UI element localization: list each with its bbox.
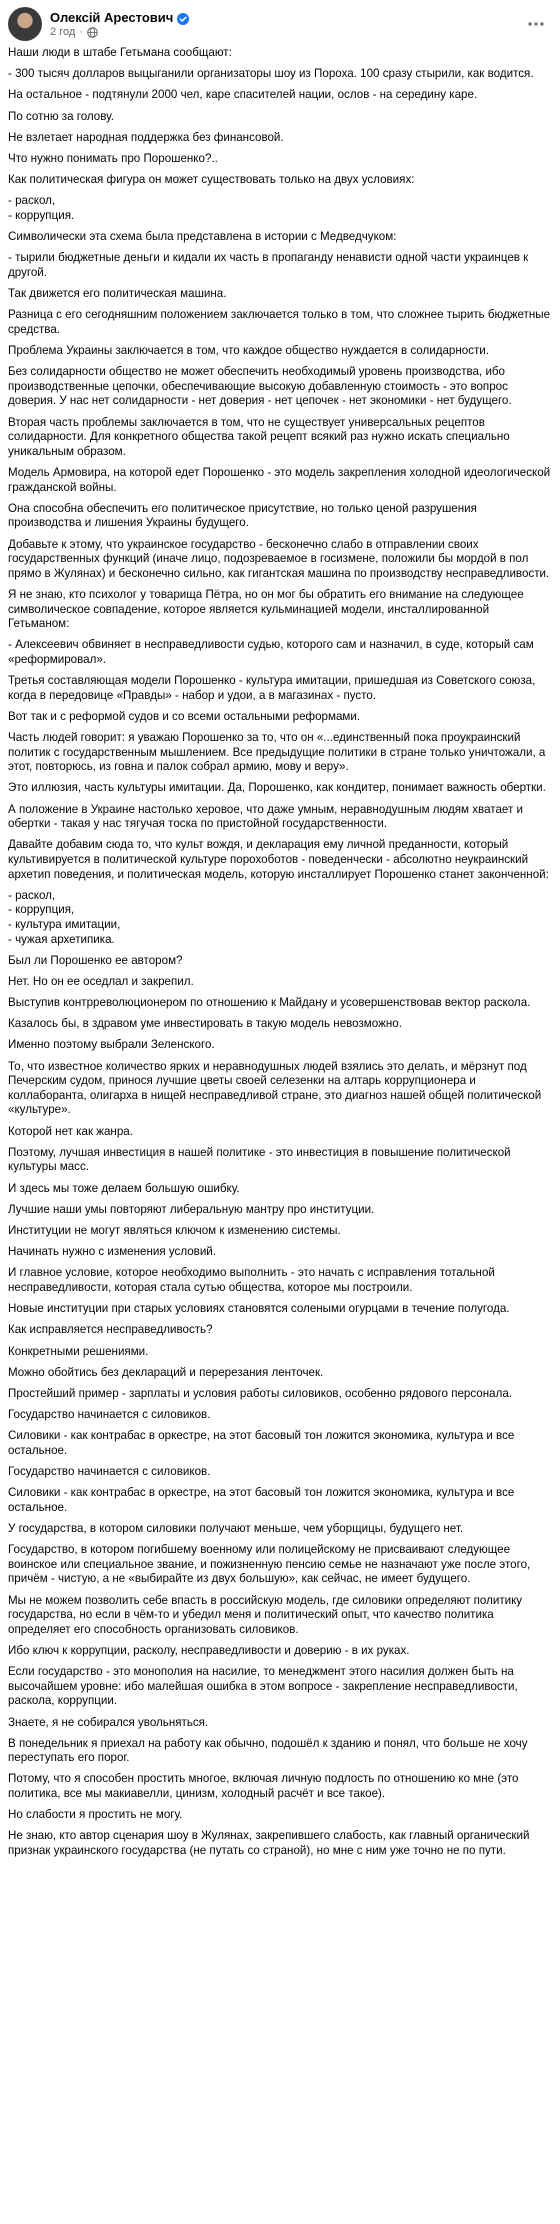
post-paragraph: Что нужно понимать про Порошенко?.. bbox=[8, 151, 218, 165]
post-paragraph: Проблема Украины заключается в том, что каждое общество нуждается в солидарности. bbox=[8, 344, 490, 358]
post-paragraph: Это иллюзия, часть культуры имитации. Да, Порошенко, как кондитер, понимает важность обертки. bbox=[8, 781, 546, 795]
post-paragraph: Не взлетает народная поддержка без финансовой. bbox=[8, 130, 284, 144]
post-paragraph: Институции не могут являться ключом к изменению системы. bbox=[8, 1223, 341, 1237]
post-paragraph: - тырили бюджетные деньги и кидали их часть в пропаганду ненависти одной части украинцев к другой. bbox=[8, 251, 529, 279]
post-paragraph: - Алексеевич обвиняет в несправедливости судью, которого сам и назначил, в суде, который сам «реформировал». bbox=[8, 638, 534, 666]
post-paragraph: Лучшие наши умы повторяют либеральную мантру про институции. bbox=[8, 1202, 375, 1216]
post-paragraph: Давайте добавим сюда то, что культ вождя, и декларация ему личной преданности, который культивируется в политической культуре порохоботов - поведенчески - абсолютно неукраинский архетип поведения, и политическая модель, которую инсталлирует Порошенко станет законченной: bbox=[8, 838, 549, 881]
post-paragraph: Ибо ключ к коррупции, расколу, несправедливости и доверию - в их руках. bbox=[8, 1643, 410, 1657]
post-body bbox=[8, 46, 552, 1859]
more-options-icon[interactable] bbox=[522, 10, 550, 38]
post-paragraph: Государство, в котором погибшему военному или полицейскому не присваивают следующее воинское или специальное звание, и пожизненную пенсию семье не назначают уже после этого, причём - чистую, а не «выбирайте из двух большую», как сейчас, не имеет будущего. bbox=[8, 1543, 531, 1586]
post-paragraph: Силовики - как контрабас в оркестре, на этот басовый тон ложится экономика, культура и все остальное. bbox=[8, 1486, 515, 1514]
author-name[interactable]: Олексій Арестович bbox=[50, 10, 174, 25]
post-paragraph: Как политическая фигура он может существовать только на двух условиях: bbox=[8, 173, 415, 187]
post-paragraph: Без солидарности общество не может обеспечить необходимый уровень производства, ибо производственные цепочки, обеспечивающие высокую добавленную стоимость - это вопрос доверия. У нас нет солидарности - нет доверия - нет цепочек - нет экономики - нет будущего. bbox=[8, 365, 512, 408]
post-paragraph: Поэтому, лучшая инвестиция в нашей политике - это инвестиция в повышение политической культуры масс. bbox=[8, 1145, 511, 1174]
post-paragraph: Добавьте к этому, что украинское государство - бесконечно слабо в отправлении своих государственных функций (иначе лицо, подозреваемое в госизмене, положили бы мордой в пол прямо в Жулянах) и бесконечно сильно, как гигантская машина по производству несправедливости. bbox=[8, 537, 550, 580]
author-line bbox=[50, 10, 522, 25]
post-paragraph: Вот так и с реформой судов и со всеми остальными реформами. bbox=[8, 709, 361, 723]
post-paragraph: Казалось бы, в здравом уме инвестировать в такую модель невозможно. bbox=[8, 1017, 402, 1031]
post-paragraph: Конкретными решениями. bbox=[8, 1344, 149, 1358]
post-paragraph: У государства, в котором силовики получают меньше, чем уборщицы, будущего нет. bbox=[8, 1522, 464, 1535]
post-paragraph: А положение в Украине настолько херовое, что даже умным, неравнодушным людям хватает и обертки - такая у нас тягучая тоска по пристойной государственности. bbox=[8, 802, 523, 831]
post-paragraph: - раскол, - коррупция, - культура имитации, - чужая архетипика. bbox=[8, 888, 121, 946]
post-paragraph: И главное условие, которое необходимо выполнить - это начать с исправления тотальной несправедливости, которая стала сутью общества, которое мы построили. bbox=[8, 1266, 495, 1294]
post-paragraph: Модель Армовира, на которой едет Порошенко - это модель закрепления холодной идеологической гражданской войны. bbox=[8, 465, 551, 494]
post-paragraph: Государство начинается с силовиков. bbox=[8, 1408, 211, 1422]
post-paragraph: Если государство - это монополия на насилие, то менеджмент этого насилия должен быть на высочайшем уровне: ибо малейшая ошибка в этом вопросе - закрепление несправедливости, раскола, коррупции. bbox=[8, 1665, 518, 1708]
post-paragraph: Третья составляющая модели Порошенко - культура имитации, пришедшая из Советского союза, когда в передовице «Правды» - набор и удои, а в магазинах - пусто. bbox=[8, 674, 536, 702]
post-paragraph: Символически эта схема была представлена в истории с Медведчуком: bbox=[8, 230, 397, 244]
post-paragraph: Потому, что я способен простить многое, включая личную подлость по отношению ко мне (это политика, все мы макиавелли, цинизм, холодный расчёт и все такое). bbox=[8, 1772, 519, 1801]
post-paragraph: По сотню за голову. bbox=[8, 109, 115, 123]
author-block bbox=[50, 10, 522, 38]
post-paragraph: Вторая часть проблемы заключается в том, что не существует универсальных рецептов солидарности. Для конкретного общества такой рецепт всякий раз нужно искать специально уникальным образом. bbox=[8, 415, 510, 458]
author-avatar[interactable] bbox=[8, 7, 42, 41]
post-paragraph: Знаете, я не собирался увольняться. bbox=[8, 1715, 209, 1729]
post-paragraph: Новые институции при старых условиях становятся солеными огурцами в течение полугода. bbox=[8, 1302, 510, 1316]
post-paragraph: Начинать нужно с изменения условий. bbox=[8, 1245, 217, 1259]
post-paragraph: Не знаю, кто автор сценария шоу в Жулянах, закрепившего слабость, как главный органический признак украинского государства (не путать со страной), но мне с ним уже точно не по пути. bbox=[8, 1829, 530, 1858]
globe-icon[interactable] bbox=[87, 27, 98, 38]
post-paragraph: На остальное - подтянули 2000 чел, каре спасителей нации, ослов - на середину каре. bbox=[8, 88, 478, 102]
meta-separator: · bbox=[79, 26, 83, 38]
post-meta bbox=[50, 26, 522, 38]
post-paragraph: То, что известное количество ярких и неравнодушных людей взялись это делать, и мёрзнут под Печерским судом, принося лучшие цветы своей селезенки на алтарь коррупционера и коллаборанта, олигарха в нищей несправедливой стране, это диагноз нашей общей политической «культуре». bbox=[8, 1059, 542, 1117]
post-paragraph: Мы не можем позволить себе впасть в российскую модель, где силовики определяют политику государства, но если в чём-то и убедил меня и политический опыт, что качество политика определяет его способность организовать силовиков. bbox=[8, 1593, 523, 1636]
post-paragraph: Именно поэтому выбрали Зеленского. bbox=[8, 1038, 215, 1052]
post-paragraph: Часть людей говорит: я уважаю Порошенко за то, что он «...единственный пока проукраинский политик с государственным мышлением. Все предыдущие политики в стране только уничтожали, а этот, повторюсь, из говна и палок собрал армию, мову и веру». bbox=[8, 731, 546, 774]
post-paragraph: Можно обойтись без деклараций и перерезания ленточек. bbox=[8, 1365, 324, 1379]
post-paragraph: Силовики - как контрабас в оркестре, на этот басовый тон ложится экономика, культура и все остальное. bbox=[8, 1429, 515, 1457]
post-paragraph: Я не знаю, кто психолог у товарища Пётра, но он мог бы обратить его внимание на следующее символическое совпадение, которое является кульминацией модели, инсталлированной Гетьманом: bbox=[8, 587, 524, 631]
post-paragraph: Но слабости я простить не могу. bbox=[8, 1808, 183, 1822]
post-paragraph: - раскол, - коррупция. bbox=[8, 194, 75, 222]
post-paragraph: Она способна обеспечить его политическое присутствие, но только ценой разрушения производства и лишения Украины будущего. bbox=[8, 501, 477, 530]
post-paragraph: Нет. Но он ее оседлал и закрепил. bbox=[8, 974, 194, 988]
post-paragraph: Наши люди в штабе Гетьмана сообщают: bbox=[8, 46, 232, 59]
post-paragraph: Выступив контрреволюционером по отношению к Майдану и усовершенствовав вектор раскола. bbox=[8, 996, 531, 1010]
post-paragraph: Разница с его сегодняшним положением заключается только в том, что сложнее тырить бюджетные средства. bbox=[8, 308, 551, 336]
post-header bbox=[8, 4, 552, 44]
post-paragraph: - 300 тысяч долларов выцыганили организаторы шоу из Пороха. 100 сразу стырили, как водится. bbox=[8, 67, 534, 81]
post-paragraph: Которой нет как жанра. bbox=[8, 1124, 133, 1138]
post-paragraph: Так движется его политическая машина. bbox=[8, 287, 227, 301]
post-timestamp[interactable]: 2 год bbox=[50, 26, 76, 38]
post-paragraph: Простейший пример - зарплаты и условия работы силовиков, особенно рядового персонала. bbox=[8, 1386, 513, 1400]
post-paragraph: Был ли Порошенко ее автором? bbox=[8, 953, 183, 967]
post-paragraph: Как исправляется несправедливость? bbox=[8, 1323, 213, 1337]
verified-badge-icon bbox=[177, 12, 189, 24]
post-paragraph: И здесь мы тоже делаем большую ошибку. bbox=[8, 1181, 240, 1195]
post-paragraph: В понедельник я приехал на работу как обычно, подошёл к зданию и понял, что больше не хочу переступать его порог. bbox=[8, 1736, 528, 1765]
post-paragraph: Государство начинается с силовиков. bbox=[8, 1465, 211, 1479]
